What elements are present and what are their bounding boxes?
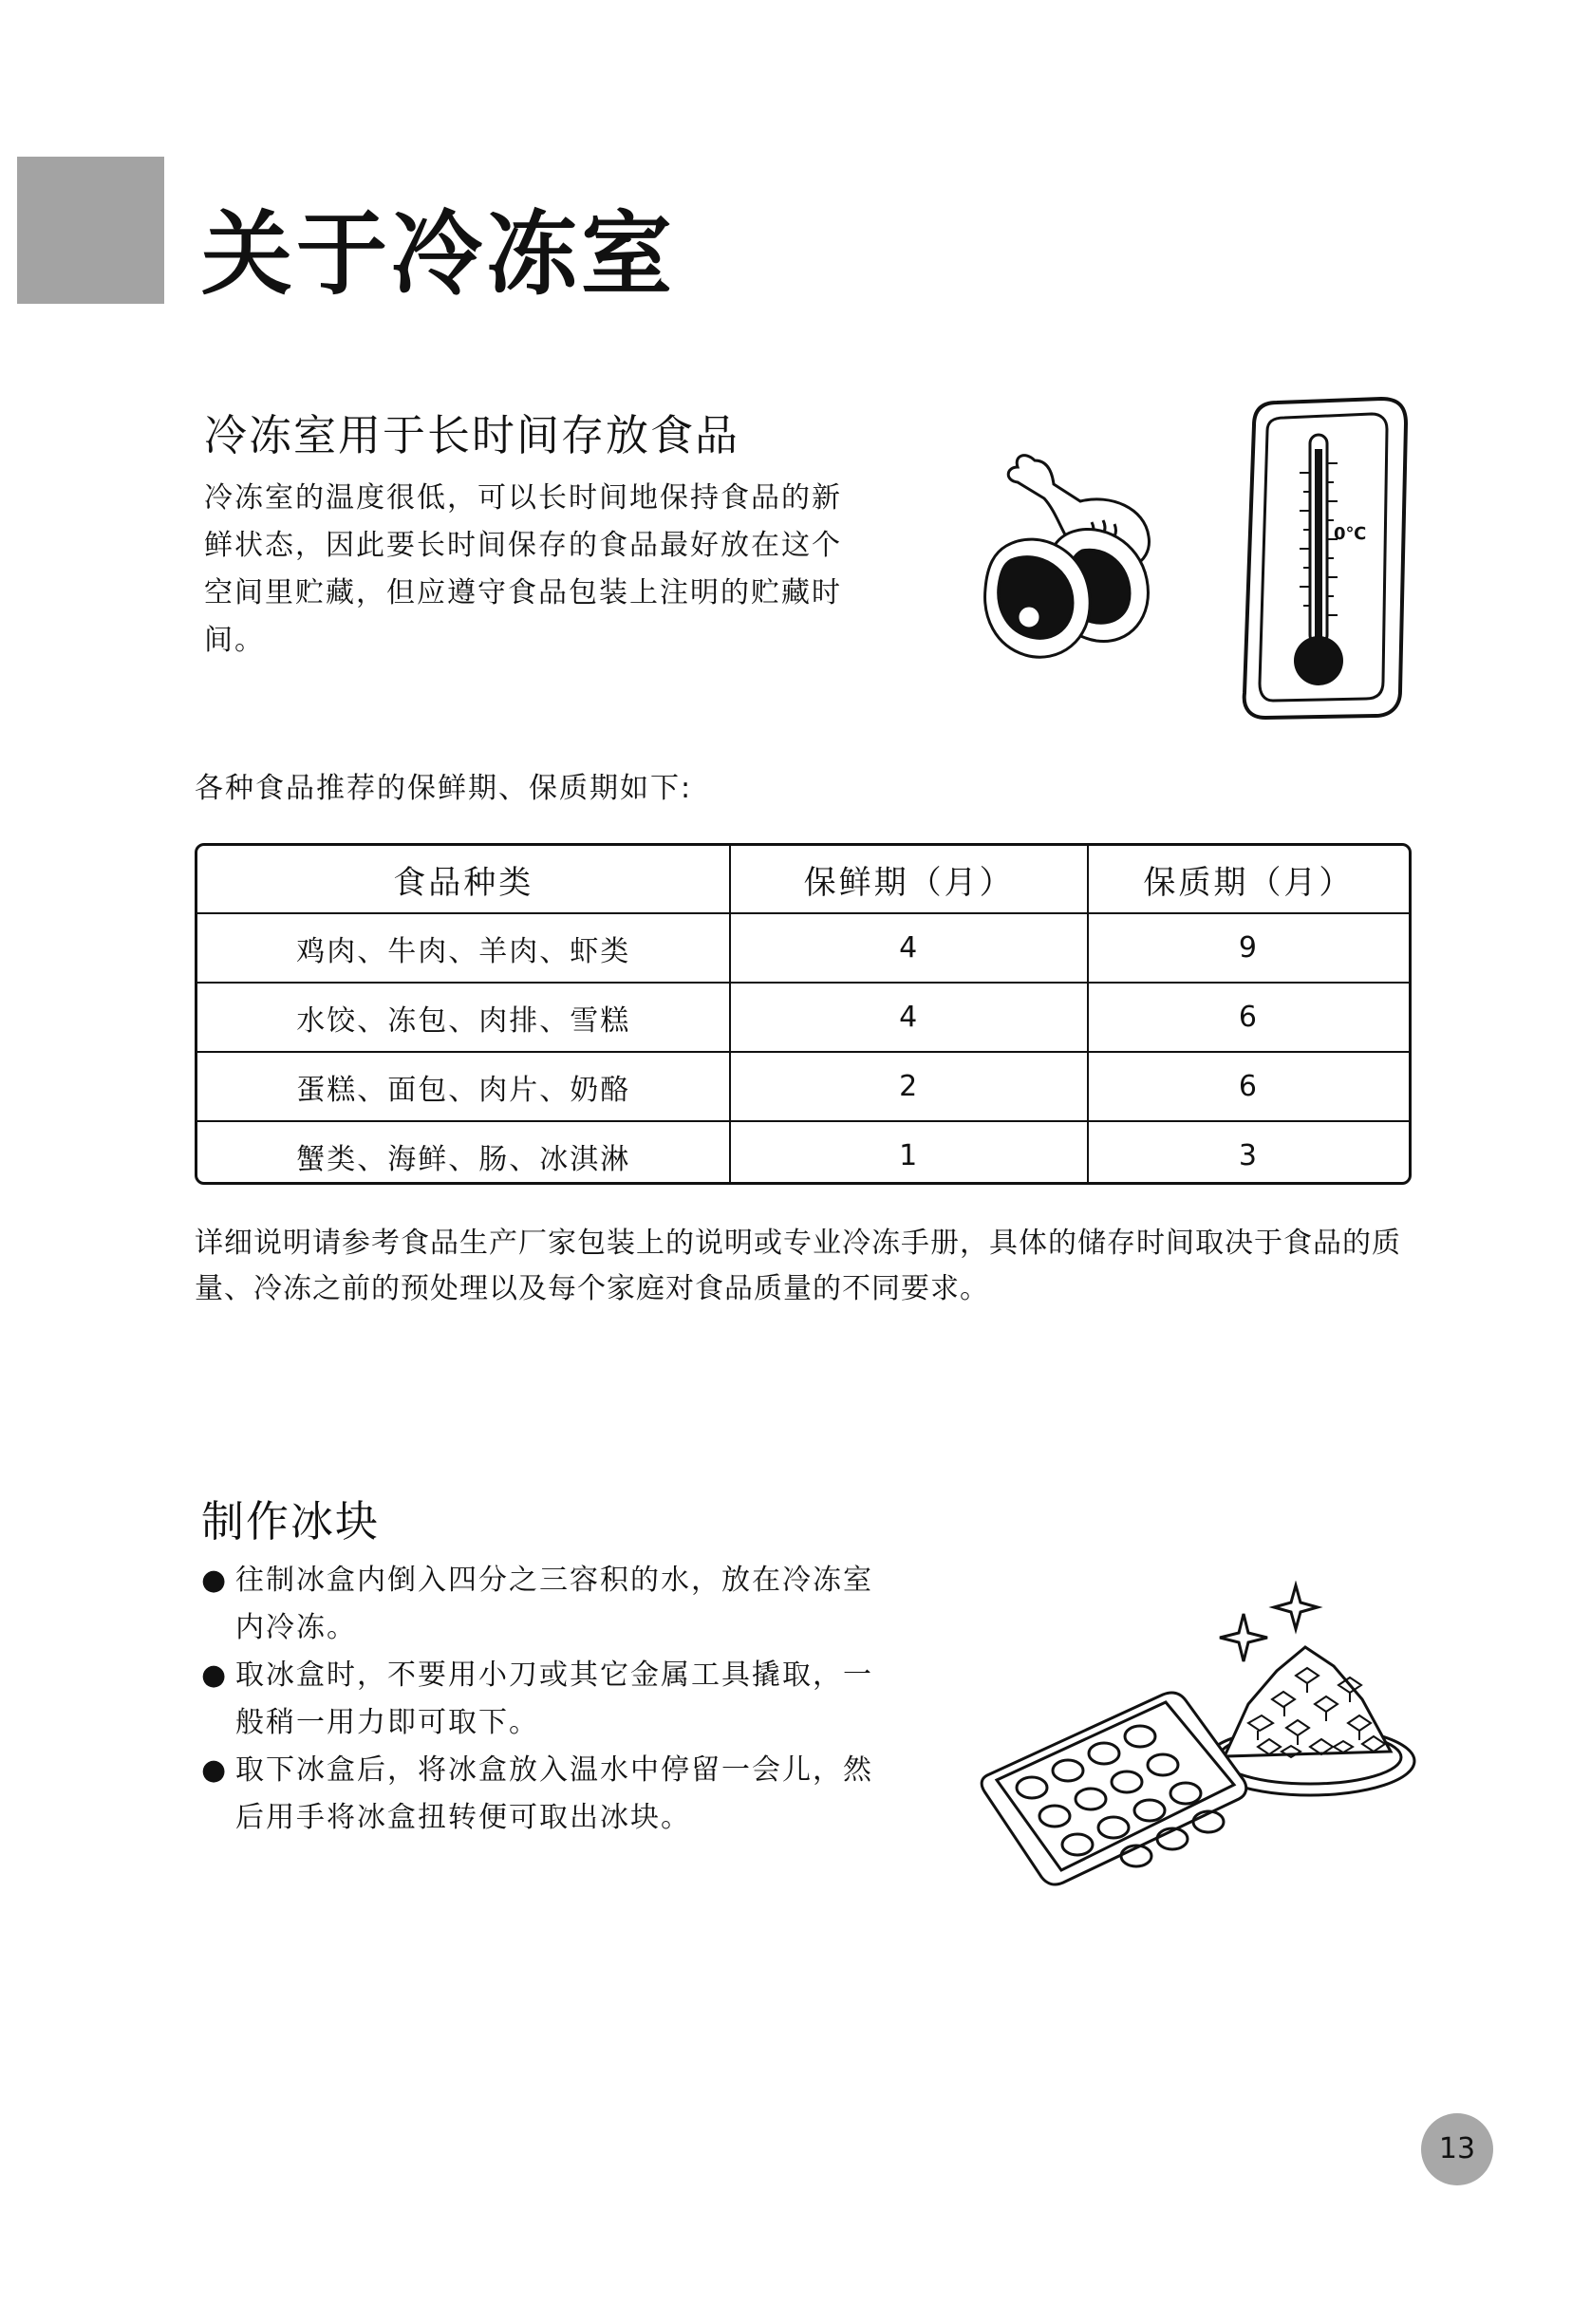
thermometer-icon [1239, 397, 1410, 720]
table-cell-shelf: 9 [1088, 913, 1409, 983]
table-cell-fresh: 2 [730, 1052, 1087, 1121]
section-paragraph-freezer-storage: 冷冻室的温度很低，可以长时间地保持食品的新鲜状态，因此要长时间保存的食品最好放在这个空间里贮藏，但应遵守食品包装上注明的贮藏时间。 [204, 481, 842, 657]
table-cell-food: 水饺、冻包、肉排、雪糕 [197, 983, 730, 1052]
table-cell-food: 蟹类、海鲜、肠、冰淇淋 [197, 1121, 730, 1185]
bullet-icon: ● [201, 1564, 229, 1597]
thermometer-label: 0℃ [1334, 524, 1367, 544]
table-cell-shelf: 3 [1088, 1121, 1409, 1185]
section-tab-marker [17, 157, 164, 304]
bullet-icon: ● [201, 1753, 229, 1787]
table-header-row [197, 846, 1409, 913]
section-heading-ice-making: 制作冰块 [201, 1496, 381, 1546]
table-row [197, 1052, 1409, 1121]
table-cell-shelf: 6 [1088, 983, 1409, 1052]
list-item [201, 1557, 885, 1652]
table-row [197, 1121, 1409, 1185]
list-item [201, 1652, 885, 1747]
ice-making-steps [201, 1557, 885, 1842]
table-cell-shelf: 6 [1088, 1052, 1409, 1121]
table-cell-fresh: 4 [730, 913, 1087, 983]
list-item [201, 1747, 885, 1842]
table-cell-fresh: 4 [730, 983, 1087, 1052]
table-row [197, 913, 1409, 983]
table-intro-text: 各种食品推荐的保鲜期、保质期如下: [195, 772, 693, 805]
section-heading-freezer-storage: 冷冻室用于长时间存放食品 [204, 410, 740, 460]
column-header-food-type: 食品种类 [197, 846, 730, 913]
column-header-shelf-life: 保质期（月） [1088, 846, 1409, 913]
ice-tray-icon [973, 1581, 1429, 1903]
list-item-text: 往制冰盒内倒入四分之三容积的水，放在冷冻室内冷冻。 [235, 1564, 873, 1644]
table-cell-food: 蛋糕、面包、肉片、奶酪 [197, 1052, 730, 1121]
list-item-text: 取冰盒时，不要用小刀或其它金属工具撬取，一般稍一用力即可取下。 [235, 1659, 873, 1739]
page-number-badge: 13 [1421, 2113, 1493, 2185]
table-cell-food: 鸡肉、牛肉、羊肉、虾类 [197, 913, 730, 983]
column-header-fresh-period: 保鲜期（月） [730, 846, 1087, 913]
meat-icon [978, 446, 1215, 693]
page-title: 关于冷冻室 [201, 201, 676, 308]
table-footnote: 详细说明请参考食品生产厂家包装上的说明或专业冷冻手册，具体的储存时间取决于食品的质量、冷冻之前的预处理以及每个家庭对食品质量的不同要求。 [195, 1227, 1401, 1305]
food-storage-table [195, 843, 1412, 1185]
list-item-text: 取下冰盒后，将冰盒放入温水中停留一会儿，然后用手将冰盒扭转便可取出冰块。 [235, 1753, 873, 1834]
bullet-icon: ● [201, 1659, 229, 1692]
table-cell-fresh: 1 [730, 1121, 1087, 1185]
table-row [197, 983, 1409, 1052]
